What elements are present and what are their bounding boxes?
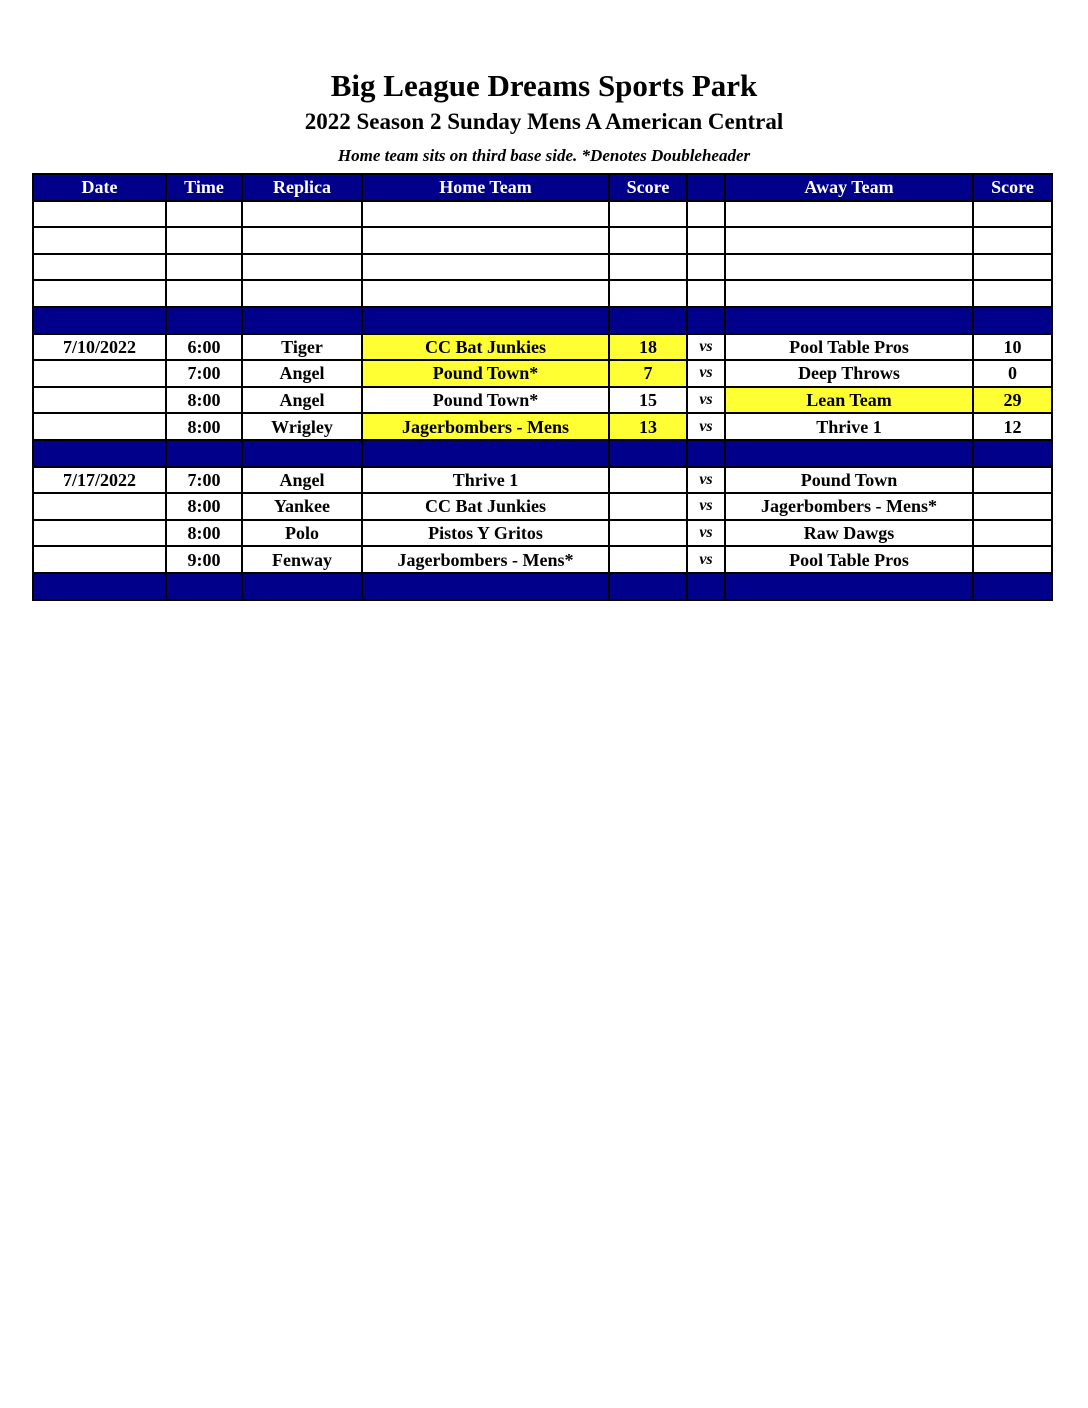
vs-cell xyxy=(687,254,725,281)
away-team-cell: Pound Town xyxy=(725,467,973,494)
away-team-cell: Pool Table Pros xyxy=(725,334,973,361)
home-score-cell: 7 xyxy=(609,360,687,387)
time-cell xyxy=(166,440,242,467)
home-team-cell: Jagerbombers - Mens xyxy=(362,413,609,440)
away-team-cell: Jagerbombers - Mens* xyxy=(725,493,973,520)
vs-cell: vs xyxy=(687,334,725,361)
home-score-cell xyxy=(609,467,687,494)
col-header-away-team: Away Team xyxy=(725,174,973,201)
home-score-cell: 15 xyxy=(609,387,687,414)
replica-cell: Wrigley xyxy=(242,413,362,440)
away-score-cell xyxy=(973,254,1052,281)
vs-cell xyxy=(687,573,725,600)
home-score-cell xyxy=(609,201,687,228)
date-cell xyxy=(33,307,166,334)
away-team-cell xyxy=(725,573,973,600)
time-cell: 8:00 xyxy=(166,413,242,440)
date-cell xyxy=(33,227,166,254)
date-cell xyxy=(33,387,166,414)
vs-cell: vs xyxy=(687,413,725,440)
home-team-cell: Jagerbombers - Mens* xyxy=(362,546,609,573)
empty-row xyxy=(33,280,1052,307)
date-cell xyxy=(33,280,166,307)
away-score-cell xyxy=(973,546,1052,573)
time-cell: 8:00 xyxy=(166,387,242,414)
vs-cell xyxy=(687,227,725,254)
away-score-cell: 10 xyxy=(973,334,1052,361)
away-score-cell xyxy=(973,520,1052,547)
away-score-cell xyxy=(973,227,1052,254)
home-score-cell xyxy=(609,307,687,334)
date-cell xyxy=(33,360,166,387)
col-header-vs xyxy=(687,174,725,201)
date-cell xyxy=(33,546,166,573)
home-score-cell xyxy=(609,280,687,307)
schedule-body xyxy=(33,201,1052,600)
empty-row xyxy=(33,227,1052,254)
home-score-cell xyxy=(609,254,687,281)
home-team-cell: Pound Town* xyxy=(362,387,609,414)
replica-cell: Angel xyxy=(242,360,362,387)
replica-cell xyxy=(242,201,362,228)
time-cell xyxy=(166,307,242,334)
game-row xyxy=(33,467,1052,494)
home-team-cell: Pistos Y Gritos xyxy=(362,520,609,547)
home-score-cell xyxy=(609,440,687,467)
home-score-cell: 18 xyxy=(609,334,687,361)
replica-cell xyxy=(242,573,362,600)
away-team-cell: Thrive 1 xyxy=(725,413,973,440)
home-team-cell: CC Bat Junkies xyxy=(362,493,609,520)
col-header-away-score: Score xyxy=(973,174,1052,201)
game-row xyxy=(33,387,1052,414)
away-score-cell xyxy=(973,467,1052,494)
vs-cell: vs xyxy=(687,520,725,547)
away-score-cell xyxy=(973,280,1052,307)
time-cell: 7:00 xyxy=(166,467,242,494)
replica-cell: Yankee xyxy=(242,493,362,520)
vs-cell: vs xyxy=(687,360,725,387)
home-score-cell xyxy=(609,573,687,600)
vs-cell xyxy=(687,201,725,228)
replica-cell xyxy=(242,280,362,307)
home-score-cell xyxy=(609,227,687,254)
date-cell xyxy=(33,413,166,440)
col-header-home-team: Home Team xyxy=(362,174,609,201)
game-row xyxy=(33,413,1052,440)
game-row xyxy=(33,546,1052,573)
away-score-cell: 29 xyxy=(973,387,1052,414)
time-cell: 6:00 xyxy=(166,334,242,361)
vs-cell: vs xyxy=(687,493,725,520)
replica-cell xyxy=(242,227,362,254)
page-note: Home team sits on third base side. *Denotes Doubleheader xyxy=(337,146,751,165)
vs-cell: vs xyxy=(687,546,725,573)
away-score-cell: 0 xyxy=(973,360,1052,387)
away-score-cell xyxy=(973,440,1052,467)
away-team-cell xyxy=(725,254,973,281)
game-row xyxy=(33,520,1052,547)
replica-cell: Polo xyxy=(242,520,362,547)
game-row xyxy=(33,360,1052,387)
replica-cell: Angel xyxy=(242,387,362,414)
away-score-cell xyxy=(973,493,1052,520)
date-cell xyxy=(33,440,166,467)
page-title: Big League Dreams Sports Park xyxy=(330,68,758,103)
date-cell xyxy=(33,201,166,228)
home-team-cell xyxy=(362,254,609,281)
time-cell: 8:00 xyxy=(166,520,242,547)
home-team-cell xyxy=(362,440,609,467)
home-team-cell: CC Bat Junkies xyxy=(362,334,609,361)
date-cell: 7/17/2022 xyxy=(33,467,166,494)
time-cell: 8:00 xyxy=(166,493,242,520)
away-team-cell xyxy=(725,201,973,228)
away-team-cell xyxy=(725,307,973,334)
home-score-cell xyxy=(609,546,687,573)
vs-cell: vs xyxy=(687,467,725,494)
away-team-cell xyxy=(725,280,973,307)
empty-row xyxy=(33,254,1052,281)
vs-cell: vs xyxy=(687,387,725,414)
away-team-cell: Raw Dawgs xyxy=(725,520,973,547)
vs-cell xyxy=(687,307,725,334)
home-team-cell xyxy=(362,307,609,334)
game-row xyxy=(33,334,1052,361)
date-cell xyxy=(33,254,166,281)
away-score-cell: 12 xyxy=(973,413,1052,440)
home-team-cell xyxy=(362,280,609,307)
home-team-cell: Pound Town* xyxy=(362,360,609,387)
home-team-cell: Thrive 1 xyxy=(362,467,609,494)
away-team-cell xyxy=(725,440,973,467)
replica-cell xyxy=(242,440,362,467)
home-team-cell xyxy=(362,227,609,254)
away-team-cell: Deep Throws xyxy=(725,360,973,387)
replica-cell xyxy=(242,254,362,281)
home-team-cell xyxy=(362,573,609,600)
col-header-time: Time xyxy=(166,174,242,201)
separator-row xyxy=(33,307,1052,334)
empty-row xyxy=(33,201,1052,228)
page-subtitle: 2022 Season 2 Sunday Mens A American Central xyxy=(304,109,784,134)
time-cell xyxy=(166,201,242,228)
replica-cell: Tiger xyxy=(242,334,362,361)
separator-row xyxy=(33,440,1052,467)
replica-cell: Fenway xyxy=(242,546,362,573)
away-team-cell: Lean Team xyxy=(725,387,973,414)
away-team-cell xyxy=(725,227,973,254)
time-cell xyxy=(166,280,242,307)
time-cell xyxy=(166,573,242,600)
date-cell: 7/10/2022 xyxy=(33,334,166,361)
game-row xyxy=(33,493,1052,520)
vs-cell xyxy=(687,440,725,467)
time-cell xyxy=(166,227,242,254)
away-team-cell: Pool Table Pros xyxy=(725,546,973,573)
away-score-cell xyxy=(973,201,1052,228)
vs-cell xyxy=(687,280,725,307)
time-cell: 7:00 xyxy=(166,360,242,387)
replica-cell: Angel xyxy=(242,467,362,494)
home-team-cell xyxy=(362,201,609,228)
away-score-cell xyxy=(973,307,1052,334)
away-score-cell xyxy=(973,573,1052,600)
date-cell xyxy=(33,493,166,520)
schedule-table xyxy=(32,173,1053,601)
date-cell xyxy=(33,520,166,547)
home-score-cell xyxy=(609,520,687,547)
time-cell: 9:00 xyxy=(166,546,242,573)
separator-row xyxy=(33,573,1052,600)
col-header-replica: Replica xyxy=(242,174,362,201)
col-header-date: Date xyxy=(33,174,166,201)
col-header-home-score: Score xyxy=(609,174,687,201)
header-row xyxy=(33,174,1052,201)
date-cell xyxy=(33,573,166,600)
home-score-cell xyxy=(609,493,687,520)
replica-cell xyxy=(242,307,362,334)
time-cell xyxy=(166,254,242,281)
home-score-cell: 13 xyxy=(609,413,687,440)
